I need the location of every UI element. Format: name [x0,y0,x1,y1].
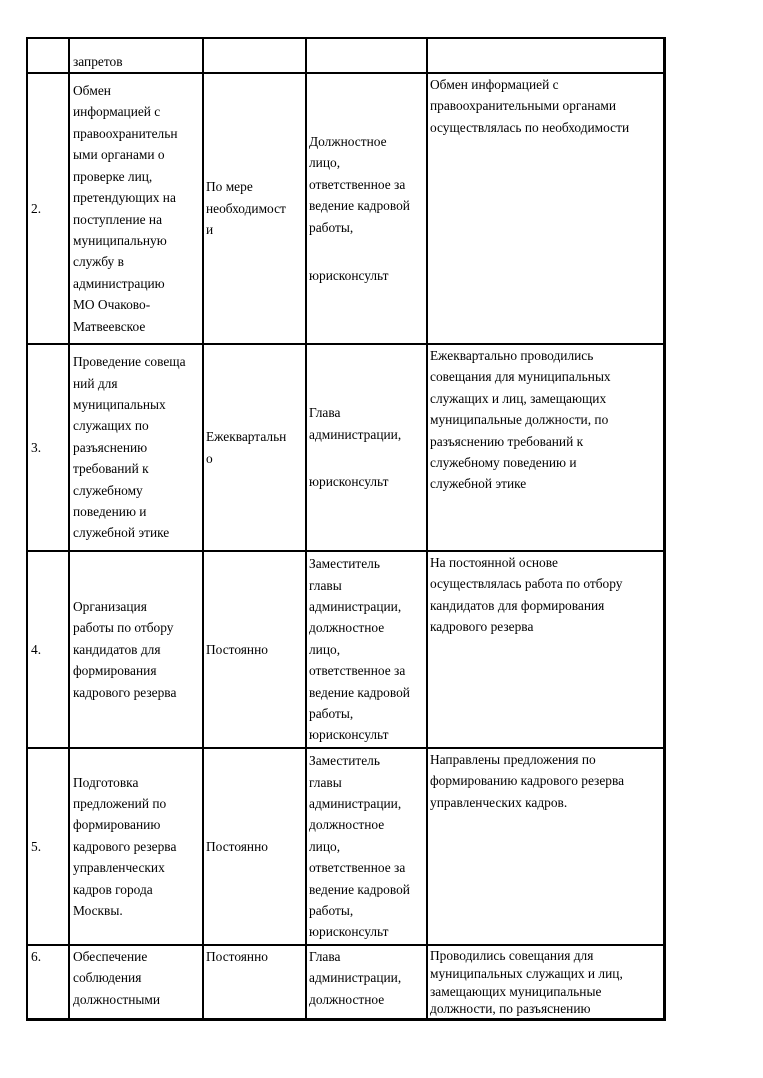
measures-table [26,37,666,1021]
executor-cell [306,344,427,551]
executor-cell [306,551,427,748]
row-number-cell: 3. [27,344,69,551]
term-cell: Постоянно [203,748,306,945]
event-cell: Обмен информацией с правоохранительн ыми органами о проверке лиц, претендующих на поступление на муниципальную службу в администрацию МО Очаково- Матвеевское [69,73,203,344]
executor-text: Глава администрации, [309,405,402,442]
row-number-cell: 6. [27,945,69,1019]
executor-cell [306,748,427,945]
event-text: запретов [73,53,123,69]
table-row [27,945,664,1019]
result-cell: Проводились совещания для муниципальных служащих и лиц, замещающих муниципальные должности, по разъяснению [427,945,664,1019]
table-row [27,38,664,73]
table-row [27,551,664,748]
term-cell: По мере необходимост и [203,73,306,344]
result-cell: Обмен информацией с правоохранительными органами осуществлялась по необходимости [427,73,664,344]
table-row [27,344,664,551]
row-number-cell [27,38,69,73]
executor-cell [306,73,427,344]
term-cell: Постоянно [203,551,306,748]
result-cell: На постоянной основе осуществлялась работа по отбору кандидатов для формирования кадрового резерва [427,551,664,748]
term-cell [203,38,306,73]
row-number-cell: 2. [27,73,69,344]
row-number-cell: 4. [27,551,69,748]
table-row [27,73,664,344]
executor-text: юрисконсульт [309,267,389,283]
term-cell: Постоянно [203,945,306,1019]
executor-text: Заместитель главы администрации, должностное лицо, ответственное за ведение кадровой работы, юрисконсульт [309,753,410,940]
executor-text: юрисконсульт [309,474,389,490]
executor-text: Глава администрации, должностное [309,949,402,1007]
event-cell: Обеспечение соблюдения должностными [69,945,203,1019]
executor-text: Должностное лицо, ответственное за ведение кадровой работы, [309,134,410,235]
result-cell: Ежеквартально проводились совещания для муниципальных служащих и лиц, замещающих муниципальные должности, по разъяснению требований к служебному поведению и служебной этике [427,344,664,551]
table-row [27,748,664,945]
term-cell: Ежеквартальн о [203,344,306,551]
result-cell: Направлены предложения по формированию кадрового резерва управленческих кадров. [427,748,664,945]
result-cell [427,38,664,73]
executor-text: Заместитель главы администрации, должностное лицо, ответственное за ведение кадровой работы, юрисконсульт [309,556,410,743]
executor-cell [306,38,427,73]
event-cell: Организация работы по отбору кандидатов для формирования кадрового резерва [69,551,203,748]
event-cell [69,38,203,73]
event-cell: Подготовка предложений по формированию кадрового резерва управленческих кадров города Москвы. [69,748,203,945]
event-cell: Проведение совеща ний для муниципальных служащих по разъяснению требований к служебному поведению и служебной этике [69,344,203,551]
executor-cell [306,945,427,1019]
row-number-cell: 5. [27,748,69,945]
